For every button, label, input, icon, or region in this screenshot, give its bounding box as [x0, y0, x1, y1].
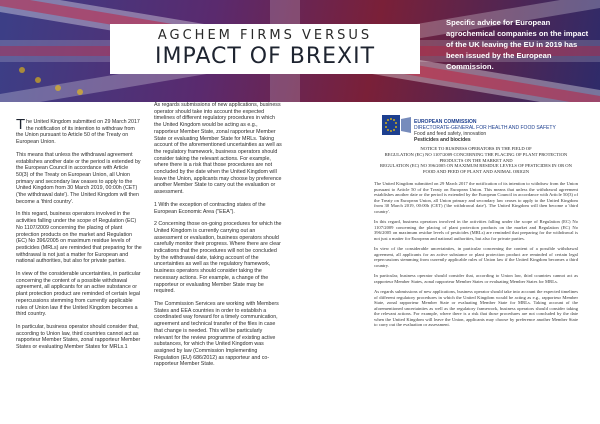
commission-letterhead — [414, 119, 556, 143]
article-paragraph-text: he United Kingdom submitted on 29 March 2017 the notification of its intention to withdraw from the Union pursuant to Article 50 of the Treaty on European Union. — [16, 119, 140, 146]
notice-heading-line: NOTICE TO BUSINESS OPERATORS IN THE FIELD OF — [420, 146, 532, 151]
notice-body — [374, 181, 578, 333]
footnote: 1 With the exception of contracting states of the European Economic Area ("EEA"). — [154, 201, 266, 215]
ec-name: EUROPEAN COMMISSION — [414, 119, 477, 125]
article-paragraph: In particular, business operator should consider that, according to Union law, third countries cannot act as rapporteur Member States, zonal rapporteur Member States or evaluating Member States for MRLs.1 — [16, 323, 141, 351]
notice-heading-line: REGULATION (EC) NO 396/2005 ON MAXIMUM RESIDUE LEVELS OF PESTICIDES IN OR ON FOOD AND FEED OF PLANT AND ANIMAL ORIGIN — [380, 163, 572, 175]
headline-box — [110, 24, 420, 74]
notice-paragraph: In view of the considerable uncertainties, in particular concerning the content of a possible withdrawal agreement, all applicants for an active substance or plant protection product are reminded of certain legal repercussions stemming from currently applicable rules of Union law if the United Kingdom becomes a third country. — [374, 246, 578, 268]
headline-line-1: AGCHEM FIRMS VERSUS — [157, 28, 373, 43]
article-column-1 — [16, 116, 142, 357]
notice-paragraph: In particular, business operator should consider that, according to Union law, third countries cannot act as rapporteur Member States, zonal rapporteur Member States or evaluating Member States for MRLs. — [374, 273, 578, 284]
article-paragraph: In this regard, business operators involved in the activities falling under the scope of Regulation (EC) No 1107/2009 concerning the placing of plant protection products on the market and Regulation (EC) No 396/2005 on maximum residue levels of pesticides (MRLs) are reminded that preparing for the withdrawal is not just a matter for European and national authorities, but also for private parties. — [16, 211, 142, 265]
hero-banner — [0, 0, 600, 102]
notice-paragraph: In this regard, business operators involved in the activities falling under the scope of Regulation (EC) No 1107/2009 concerning the placing of plant protection products on the market and Regulation (EC) No 396/2005 on maximum residue levels of pesticides (MRLs) are reminded that preparing for the withdrawal is not just a matter for European and national authorities, but also for private parties. — [374, 219, 578, 241]
notice-paragraph: As regards submissions of new applications, business operator should take into account the expected timelines of different regulatory procedures in which the United Kingdom would be acting as e.g., rapporteur Member State, zonal rapporteur Member State or evaluating Member State for MRLs. Taking account of the aforementioned uncertainties as well as the regulatory framework, business operators should consider taking the relevant actions. For example, where there is a risk that those procedures are not concluded by the date when the United Kingdom will leave the Union, applicants may choose by preference another Member State to carry out the evaluation or assessment. — [374, 289, 578, 327]
headline-line-2: IMPACT OF BREXIT — [154, 44, 376, 69]
article-paragraph: In view of the considerable uncertainties, in particular concerning the content of a possible withdrawal agreement, all applicants for an active substance or plant protection product are reminded of certain legal repercussions stemming from currently applicable rules of Union law if the United Kingdom becomes a third country. — [16, 271, 141, 318]
ec-unit: Food and feed safety, innovation — [414, 131, 487, 137]
article-paragraph — [16, 116, 142, 146]
ec-subunit: Pesticides and biocides — [414, 137, 471, 143]
commission-notice-document — [374, 113, 578, 424]
notice-heading-line: REGULATION (EC) NO 1107/2009 CONCERNING THE PLACING OF PLANT PROTECTION PRODUCTS ON THE MARKET AND — [384, 151, 568, 163]
ec-dg: DIRECTORATE-GENERAL FOR HEALTH AND FOOD SAFETY — [414, 125, 556, 131]
article-paragraph: 2 Concerning those on-going procedures for which the United Kingdom is currently carrying out an assessment or evaluation, business operators should carefully monitor their progress. Where there are clear indications that the procedures will not be concluded by the withdrawal date, taking account of the uncertainties as well as the regulatory framework, business operators should consider taking the necessary actions. For example, a change of the rapporteur or evaluating Member State may be required. — [154, 221, 282, 295]
article-paragraph: The Commission Services are working with Members States and EEA countries in order to establish a coordinated way forward for a timely communication, agreement and technical transfer of the files in case that change is needed. This will be particularly relevant for the review programme of existing active substances, for which the United Kingdom was assigned by law (Commission Implementing Regulation (EU) 686/2012) as rapporteur and co-rapporteur Member State. — [154, 300, 279, 368]
article-paragraph: As regards submissions of new applications, business operator should take into account the expected timelines of different regulatory procedures in which the United Kingdom would be acting as e.g., rapporteur Member State, zonal rapporteur Member State or evaluating Member State for MRLs. Taking account of the aforementioned uncertainties as well as the regulatory framework, business operators should consider taking the relevant actions. For example, where there is a risk that those procedures are not concluded by the date when the United Kingdom will leave the Union, applicants may choose by preference another Member State to carry out the evaluation or assessment. — [154, 102, 282, 196]
notice-paragraph: The United Kingdom submitted on 29 March 2017 the notification of its intention to withdraw from the Union pursuant to Article 50 of the Treaty on European Union. This means that unless the withdrawal agreement establishes another date or the period is extended by the European Council in accordance with Article 50(3) of the Treaty on European Union, all Union primary and secondary law ceases to apply to the United Kingdom from 30 March 2019, 00:00h (CET) ('the withdrawal date'). The United Kingdom will then become a 'third country'. — [374, 181, 578, 214]
article-paragraph: This means that unless the withdrawal agreement establishes another date or the period is extended by the European Council in accordance with Article 50(3) of the Treaty on European Union, all Union primary and secondary law ceases to apply to the United Kingdom from 30 March 2019, 00:00h (CET) ('the withdrawal date'). The United Kingdom will then become a 'third country'. — [16, 151, 141, 205]
drop-cap: T — [16, 116, 26, 133]
notice-heading — [374, 146, 578, 175]
european-commission-logo — [382, 115, 412, 135]
article-column-2 — [154, 102, 282, 374]
standfirst: Specific advice for European agrochemical companies on the impact of the UK leaving the EU in 2019 has been issued by the European Commission. — [446, 18, 589, 71]
